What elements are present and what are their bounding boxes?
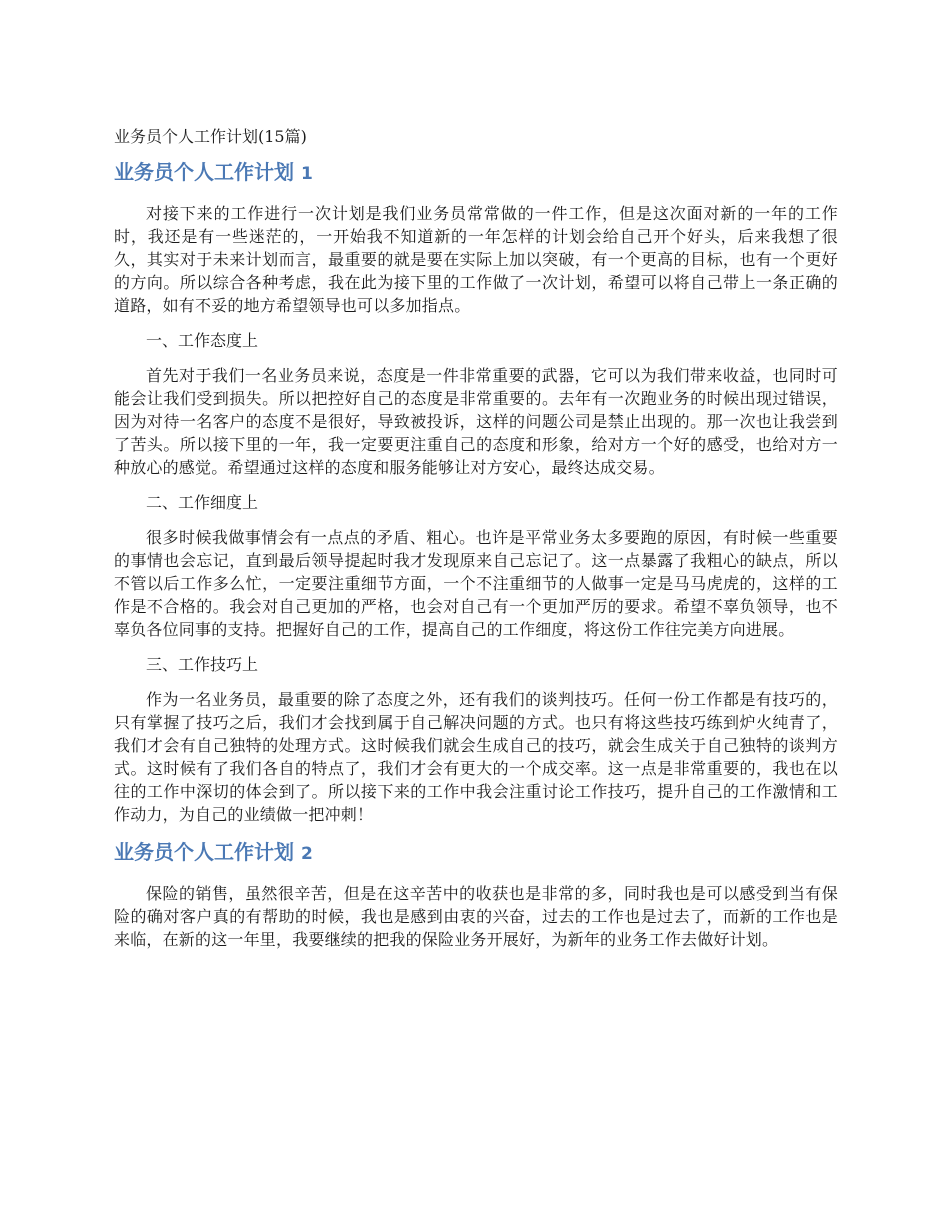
- body-paragraph: 很多时候我做事情会有一点点的矛盾、粗心。也许是平常业务太多要跑的原因，有时候一些重要的事情也会忘记，直到最后领导提起时我才发现原来自己忘记了。这一点暴露了我粗心的缺点，所以不管以后工作多么忙，一定要注重细节方面，一个不注重细节的人做事一定是马马虎虎的，这样的工作是不合格的。我会对自己更加的严格，也会对自己有一个更加严厉的要求。希望不辜负领导，也不辜负各位同事的支持。把握好自己的工作，提高自己的工作细度，将这份工作往完美方向进展。: [114, 528, 838, 639]
- document-title: 业务员个人工作计划(15篇): [114, 127, 307, 146]
- subsection-heading: 二、工作细度上: [146, 493, 259, 512]
- subsection-heading: 三、工作技巧上: [146, 655, 259, 674]
- section-2: [114, 838, 838, 951]
- section-heading-number: 1: [300, 164, 313, 184]
- section-heading: [114, 838, 838, 868]
- section-intro-paragraph: 保险的销售，虽然很辛苦，但是在这辛苦中的收获也是非常的多，同时我也是可以感受到当有保险的确对客户真的有帮助的时候，我也是感到由衷的兴奋，过去的工作也是过去了，而新的工作也是来临，在新的这一年里，我要继续的把我的保险业务开展好，为新年的业务工作去做好计划。: [114, 884, 838, 949]
- section-heading-text: 业务员个人工作计划: [114, 160, 294, 184]
- section-1: [114, 158, 838, 826]
- body-paragraph: 首先对于我们一名业务员来说，态度是一件非常重要的武器，它可以为我们带来收益，也同时可能会让我们受到损失。所以把控好自己的态度是非常重要的。去年有一次跑业务的时候出现过错误，因为对待一名客户的态度不是很好，导致被投诉，这样的问题公司是禁止出现的。那一次也让我尝到了苦头。所以接下里的一年，我一定要更注重自己的态度和形象，给对方一个好的感受，也给对方一种放心的感觉。希望通过这样的态度和服务能够让对方安心，最终达成交易。: [114, 366, 838, 477]
- section-heading-text: 业务员个人工作计划: [114, 840, 294, 864]
- document-page: [114, 126, 838, 963]
- body-paragraph: 作为一名业务员，最重要的除了态度之外，还有我们的谈判技巧。任何一份工作都是有技巧的，只有掌握了技巧之后，我们才会找到属于自己解决问题的方式。也只有将这些技巧练到炉火纯青了，我们才会有自己独特的处理方式。这时候我们就会生成自己的技巧，就会生成关于自己独特的谈判方式。这时候有了我们各自的特点了，我们才会有更大的一个成交率。这一点是非常重要的，我也在以往的工作中深切的体会到了。所以接下来的工作中我会注重讨论工作技巧，提升自己的工作激情和工作动力，为自己的业绩做一把冲刺！: [114, 690, 838, 824]
- section-intro-paragraph: 对接下来的工作进行一次计划是我们业务员常常做的一件工作，但是这次面对新的一年的工作时，我还是有一些迷茫的，一开始我不知道新的一年怎样的计划会给自己开个好头，后来我想了很久，其实对于未来计划而言，最重要的就是要在实际上加以突破，有一个更高的目标，也有一个更好的方向。所以综合各种考虑，我在此为接下里的工作做了一次计划，希望可以将自己带上一条正确的道路，如有不妥的地方希望领导也可以多加指点。: [114, 204, 838, 315]
- subsection-heading: 一、工作态度上: [146, 331, 259, 350]
- section-heading: [114, 158, 838, 188]
- section-heading-number: 2: [300, 844, 313, 864]
